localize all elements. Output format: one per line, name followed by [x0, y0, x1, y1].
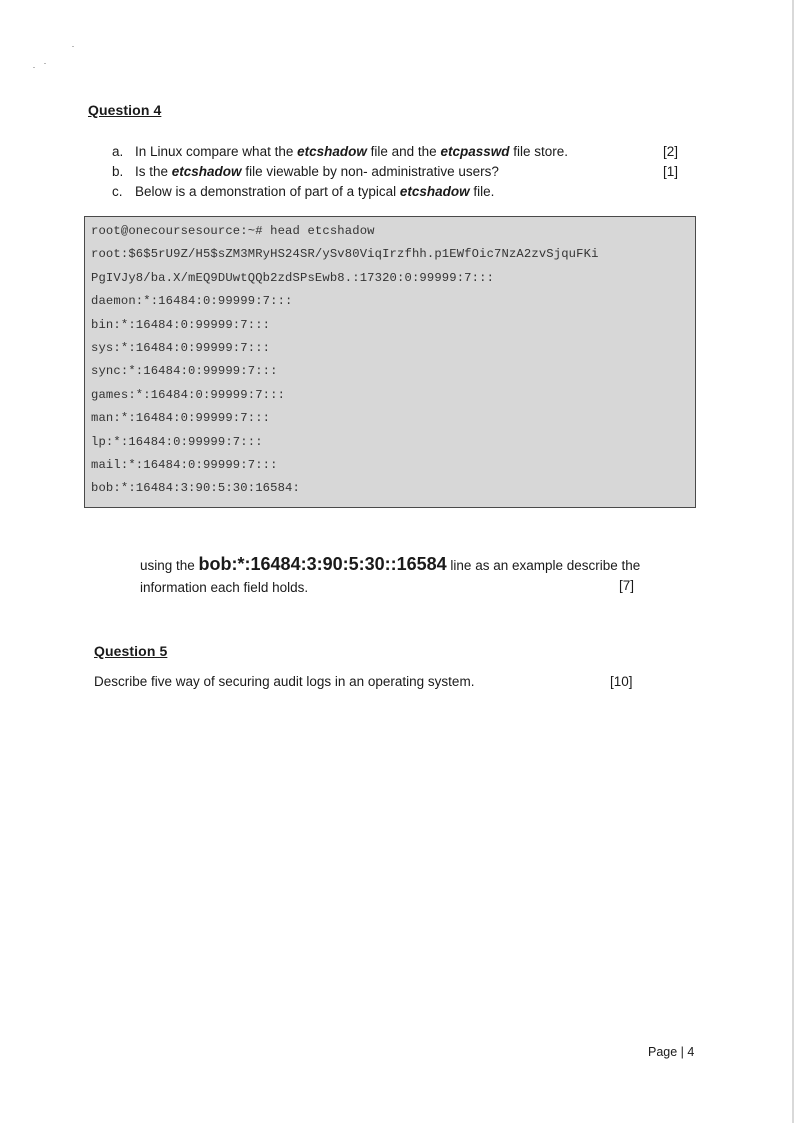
subquestion-text: file and the — [366, 144, 441, 159]
terminal-line: PgIVJy8/ba.X/mEQ9DUwtQQb2zdSPsEwb8.:17320:0:99999:7::: — [91, 270, 495, 285]
followup-line-1 — [140, 553, 685, 577]
term-etcpasswd: etcpasswd — [440, 144, 510, 159]
marks-label: [10] — [610, 674, 633, 689]
followup-text: using the — [140, 558, 199, 573]
subquestion-a — [112, 142, 682, 162]
terminal-output-box — [84, 216, 696, 508]
question-5-heading: Question 5 — [94, 643, 168, 659]
marks-label: [1] — [662, 164, 678, 179]
followup-line-2: information each field holds. — [140, 580, 309, 595]
subquestion-text: Below is a demonstration of part of a typical — [135, 184, 400, 199]
terminal-line: root:$6$5rU9Z/H5$sZM3MRyHS24SR/ySv80ViqIrzfhh.p1EWfOic7NzA2zvSjquFKi — [91, 247, 599, 262]
subquestion-text: file store. — [509, 144, 568, 159]
subquestion-text: Is the — [135, 164, 172, 179]
terminal-line: lp:*:16484:0:99999:7::: — [91, 434, 263, 449]
terminal-line: mail:*:16484:0:99999:7::: — [91, 457, 278, 472]
terminal-line: sys:*:16484:0:99999:7::: — [91, 340, 271, 355]
subquestion-letter: b. — [112, 164, 124, 179]
subquestion-text: file viewable by non- administrative users? — [241, 164, 499, 179]
question-4-subquestions — [112, 142, 682, 202]
scan-speck — [33, 67, 35, 68]
term-etcshadow: etcshadow — [297, 144, 367, 159]
subquestion-letter: c. — [112, 184, 123, 199]
terminal-line: bob:*:16484:3:90:5:30:16584: — [91, 481, 300, 496]
followup-text: line as an example describe the — [446, 558, 641, 573]
question-5-text: Describe five way of securing audit logs in an operating system. — [94, 674, 475, 689]
marks-label: [7] — [619, 578, 635, 593]
bob-example-line: bob:*:16484:3:90:5:30::16584 — [198, 554, 447, 574]
scan-speck — [72, 46, 74, 47]
terminal-line: sync:*:16484:0:99999:7::: — [91, 364, 278, 379]
subquestion-text: In Linux compare what the — [135, 144, 298, 159]
subquestion-letter: a. — [112, 144, 124, 159]
question-4-followup — [140, 553, 685, 599]
terminal-line: bin:*:16484:0:99999:7::: — [91, 317, 271, 332]
terminal-line: games:*:16484:0:99999:7::: — [91, 387, 286, 402]
marks-label: [2] — [662, 144, 678, 159]
term-etcshadow: etcshadow — [171, 164, 242, 179]
term-etcshadow: etcshadow — [399, 184, 470, 199]
terminal-line: daemon:*:16484:0:99999:7::: — [91, 294, 293, 309]
page-number: Page | 4 — [648, 1045, 695, 1059]
terminal-line: man:*:16484:0:99999:7::: — [91, 411, 271, 426]
subquestion-c — [112, 182, 682, 202]
terminal-line: root@onecoursesource:~# head etcshadow — [91, 224, 375, 238]
scan-speck — [44, 63, 46, 64]
subquestion-text: file. — [469, 184, 495, 199]
subquestion-b — [112, 162, 682, 182]
question-4-heading: Question 4 — [88, 102, 162, 118]
